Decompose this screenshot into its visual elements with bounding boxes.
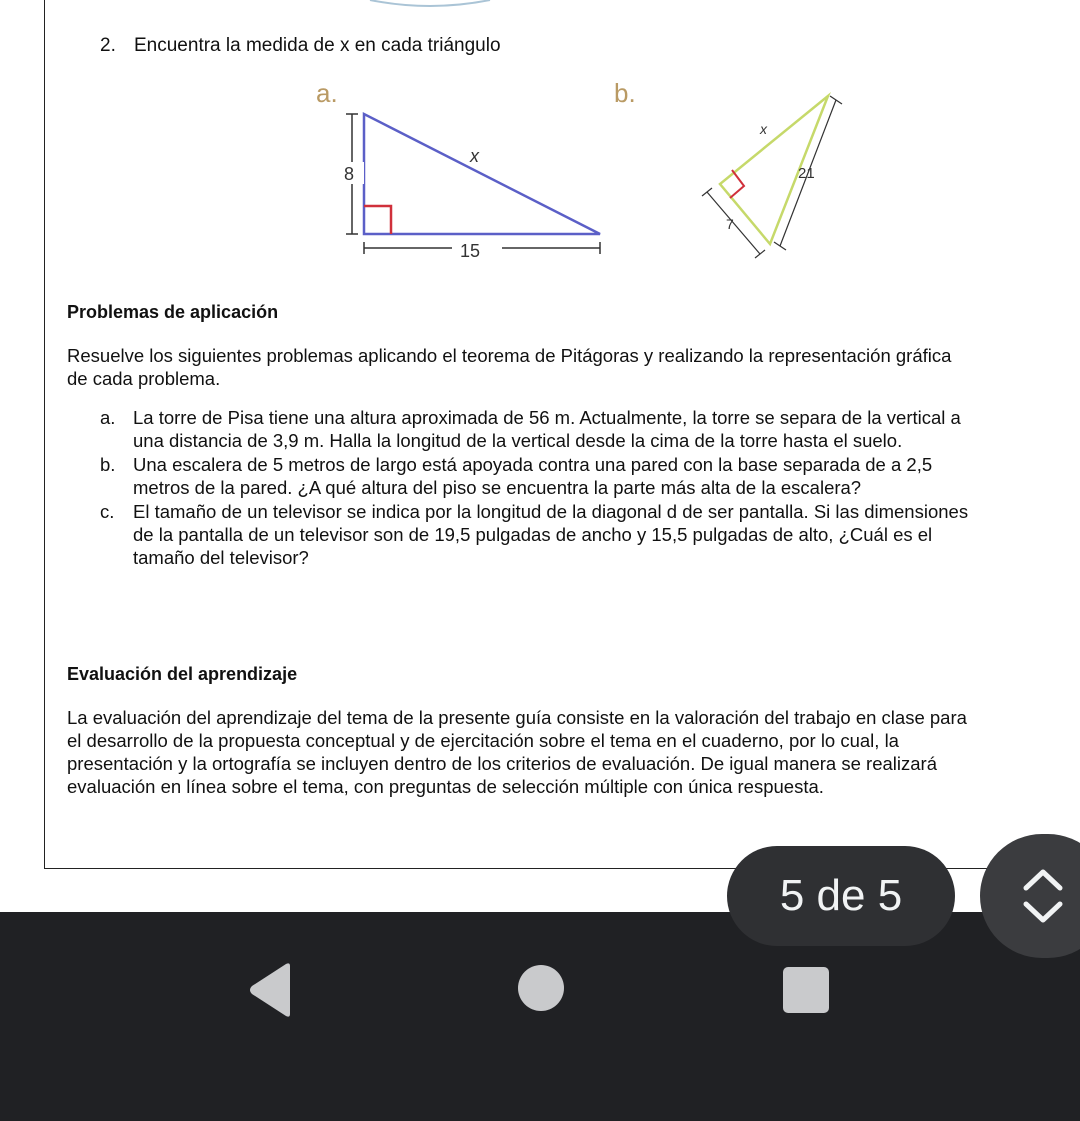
- page-indicator: 5 de 5: [727, 846, 955, 946]
- problem-list: [100, 406, 1060, 570]
- side-label-7: 7: [726, 216, 734, 232]
- chevron-up-down-icon: [1020, 864, 1066, 928]
- home-circle-icon[interactable]: [516, 963, 566, 1013]
- list-item: c. El tamaño de un televisor se indica por la longitud de la diagonal d de ser pantalla. Si las dimensiones de la pantalla de un televisor son de 19,5 pulgadas de ancho y 15,5 pulgadas de alto, ¿Cuál es el tamaño del televisor?: [100, 501, 969, 568]
- triangle-b: [702, 96, 842, 258]
- triangle-a: [340, 114, 600, 261]
- back-triangle-icon[interactable]: [246, 962, 296, 1018]
- exercise-text: Encuentra la medida de x en cada triángulo: [134, 35, 501, 56]
- figure-b-label: b.: [614, 78, 636, 108]
- exercise-2-instruction: [100, 35, 501, 57]
- previous-figure-fragment: [360, 0, 500, 10]
- right-angle-marker-a: [364, 206, 391, 234]
- triangle-a-shape: [364, 114, 600, 234]
- figure-a-label: a.: [316, 78, 338, 108]
- heading-evaluacion: Evaluación del aprendizaje: [67, 664, 298, 684]
- hypotenuse-label-x-a: x: [470, 146, 479, 166]
- hypotenuse-label-x-b: x: [760, 121, 767, 137]
- side-label-21: 21: [798, 165, 815, 182]
- heading-aplicacion: Problemas de aplicación: [67, 302, 279, 322]
- evaluacion-paragraph: La evaluación del aprendizaje del tema de la presente guía consiste en la valoración del trabajo en clase para el desarrollo de la propuesta conceptual y de ejercitación sobre el tema en el cuaderno, por lo cual, la presentación y la ortografía se incluyen dentro de los criterios de evaluación. De igual manera se realizará evaluación en línea sobre el tema, con preguntas de selección múltiple con única respuesta.: [67, 707, 967, 797]
- list-item: b. Una escalera de 5 metros de largo está apoyada contra una pared con la base separada de a 2,5 metros de la pared. ¿A qué altura del piso se encuentra la parte más alta de la escalera?: [100, 454, 933, 498]
- aplicacion-intro: Resuelve los siguientes problemas aplicando el teorema de Pitágoras y realizando la representación gráfica de cada problema.: [67, 345, 952, 389]
- recents-square-icon[interactable]: [782, 966, 830, 1014]
- triangles-figure: [300, 74, 860, 289]
- side-label-8: 8: [344, 164, 355, 184]
- list-item: a. La torre de Pisa tiene una altura aproximada de 56 m. Actualmente, la torre se separa de la vertical a una distancia de 3,9 m. Halla la longitud de la vertical desde la cima de la torre hasta el suelo.: [100, 407, 961, 451]
- side-label-15: 15: [460, 241, 481, 261]
- exercise-number: 2.: [100, 35, 116, 56]
